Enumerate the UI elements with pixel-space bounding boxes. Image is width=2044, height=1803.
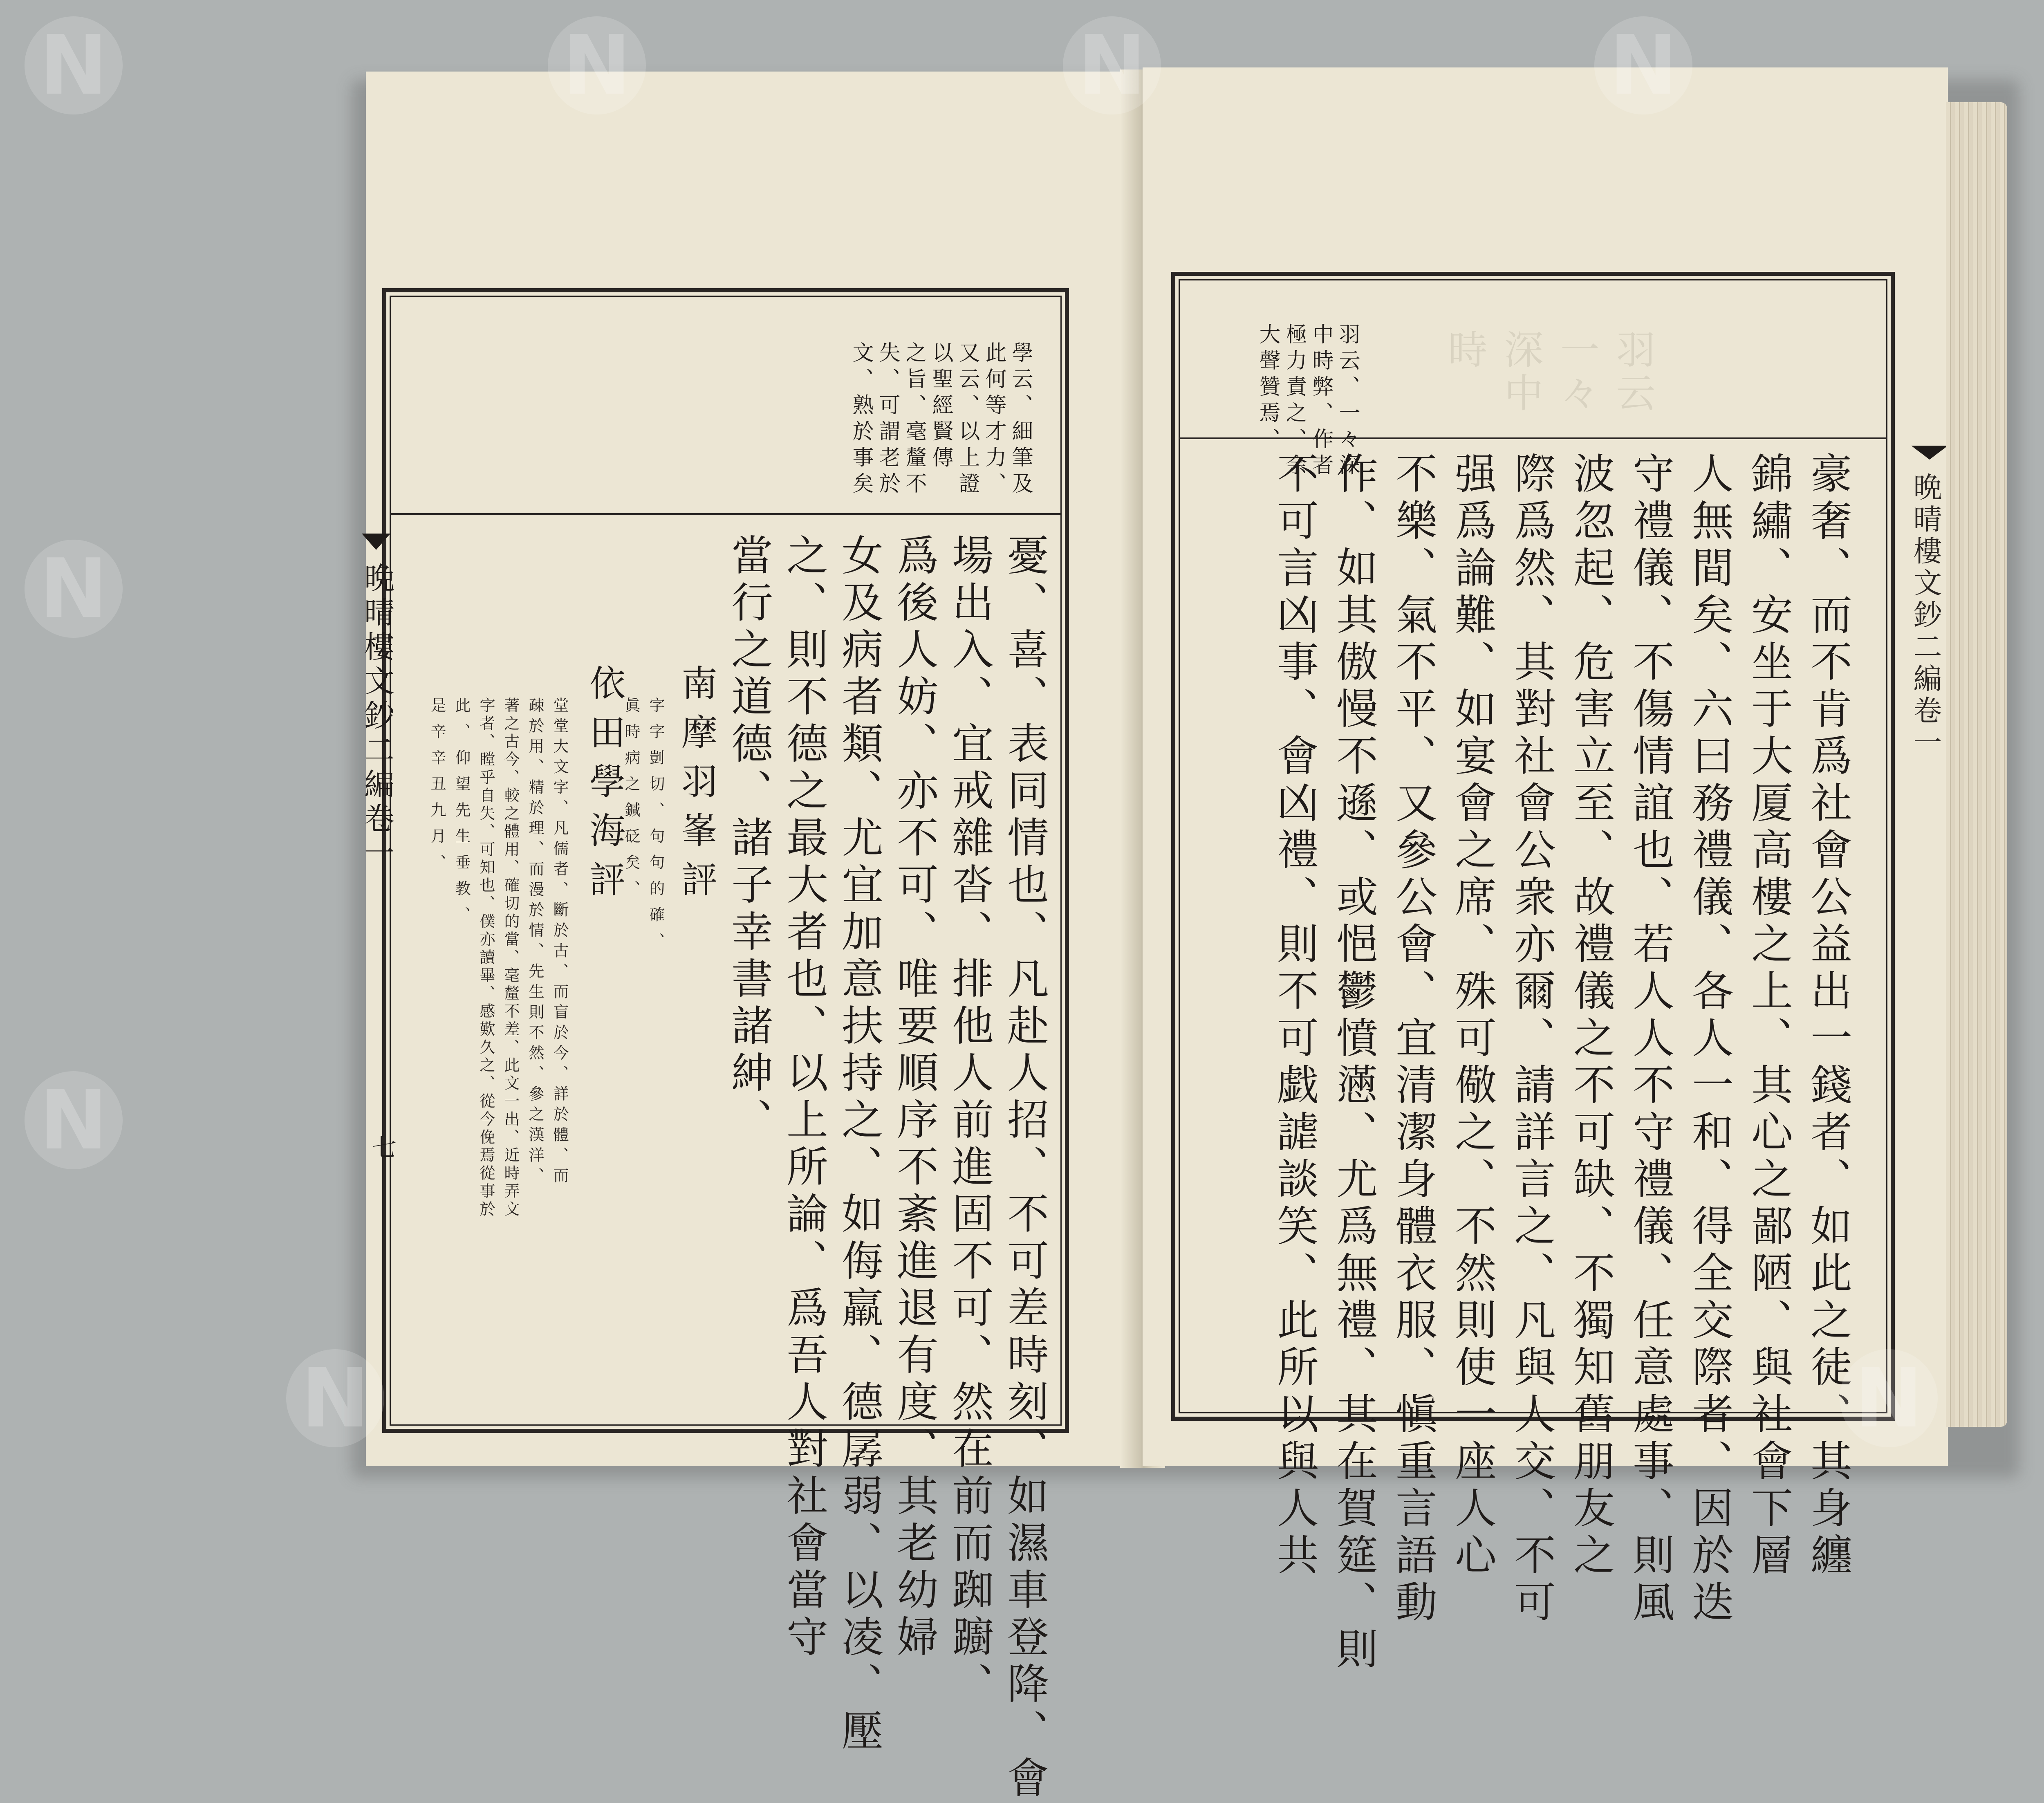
right-body-line-10: 不可言凶事、會凶禮、則不可戯謔談笑、此所以與人共 bbox=[1270, 452, 1319, 1580]
critique-comment-4: 疎於用、精於理、而漫於情、先生則不然、參之漢洋、 bbox=[526, 697, 544, 1188]
right-note-4: 大聲贊焉、 bbox=[1255, 323, 1280, 454]
critique-comment-5: 著之古今、較之體用、確切的當、毫釐不差、此文一出、近時弄文 bbox=[502, 697, 520, 1219]
edge-fishtail-ornament bbox=[1911, 446, 1948, 460]
edge-book-title: 晩晴樓文鈔二編卷一 bbox=[1909, 472, 1942, 759]
watermark-logo: N bbox=[25, 1071, 123, 1169]
critic-name-yoda: 依田學海評 bbox=[584, 664, 626, 910]
critique-comment-6: 字者、瞠乎自失、可知也、僕亦讀畢、感歎久之、從今俛焉從事於 bbox=[477, 697, 495, 1219]
watermark-logo: N bbox=[286, 1349, 384, 1447]
left-body-line-2: 場出入、宜戒雜沓、排他人前進固不可、然在前而踟躕、 bbox=[945, 534, 994, 1709]
left-note-7: 文、熟於事矣 bbox=[849, 341, 873, 498]
watermark-logo: N bbox=[548, 16, 646, 114]
left-page bbox=[359, 72, 1143, 1803]
right-body-line-7: 强爲論難、如宴會之席、殊可儆之、不然則使一座人心 bbox=[1448, 452, 1497, 1580]
left-note-1: 學云、細筆及 bbox=[1008, 341, 1033, 498]
right-body-line-5: 波忽起、危害立至、故禮儀之不可缺、不獨知舊朋友之 bbox=[1567, 452, 1615, 1580]
left-page-note-divider bbox=[390, 513, 1062, 515]
right-body-line-9: 作、如其傲慢不遜、或悒鬱憤懣、尤爲無禮、其在賀筵、則 bbox=[1329, 452, 1378, 1674]
show-through-text: 羽云一々深中時 bbox=[1442, 329, 1656, 416]
watermark-logo: N bbox=[25, 540, 123, 638]
left-note-5: 之旨、毫釐不 bbox=[902, 341, 926, 498]
right-body-line-4: 守禮儀、不傷情誼也、若人人不守禮儀、任意處事、則風 bbox=[1626, 452, 1674, 1627]
right-body-line-8: 不樂、氣不平、又參公會、宜清潔身體衣服、愼重言語動 bbox=[1389, 452, 1437, 1627]
left-note-3: 又云、以上證 bbox=[955, 341, 979, 498]
critique-comment-1: 字字剴切、句句的確、 bbox=[647, 697, 665, 959]
critique-comment-2: 眞時病之鍼砭矣、 bbox=[622, 697, 640, 906]
right-page bbox=[1143, 67, 1948, 1674]
left-body-line-4: 女及病者類、尤宜加意扶持之、如侮羸、德孱弱、以凌、壓 bbox=[835, 534, 883, 1756]
right-note-2: 中時弊、作者 bbox=[1309, 323, 1333, 480]
right-body-line-3: 人無間矣、六曰務禮儀、各人一和、得全交際者、因於迭 bbox=[1685, 452, 1734, 1627]
critique-comment-3: 堂堂大文字、凡儒者、斷於古、而盲於今、詳於體、而 bbox=[551, 697, 569, 1188]
right-body-line-2: 錦繡、安坐于大厦高樓之上、其心之鄙陋、與社會下層 bbox=[1744, 452, 1793, 1580]
watermark-logo: N bbox=[1063, 16, 1161, 114]
critic-name-nanma: 南摩羽峯評 bbox=[676, 664, 718, 910]
left-body-line-3: 爲後人妨、亦不可、唯要順序不紊進退有度、其老幼婦 bbox=[890, 534, 939, 1662]
right-body-line-6: 際爲然、其對社會公衆亦爾、請詳言之、凡與人交、不可 bbox=[1507, 452, 1556, 1627]
left-note-6: 失、可謂老於 bbox=[875, 341, 900, 498]
watermark-logo: N bbox=[1840, 1349, 1938, 1447]
page-stack-edge bbox=[1946, 102, 2007, 1427]
folio-number: 七 bbox=[368, 1135, 397, 1159]
left-body-line-6: 當行之道德、諸子幸書諸紳、 bbox=[724, 534, 773, 1145]
critique-comment-8: 是辛辛丑九月、 bbox=[428, 697, 446, 880]
left-note-2: 此何等才力、 bbox=[982, 341, 1006, 498]
left-body-line-1: 憂、喜、表同情也、凡赴人招、不可差時刻、如濕車登降、會 bbox=[1000, 534, 1049, 1803]
right-body-line-1: 豪奢、而不肯爲社會公益出一錢者、如此之徒、其身纏 bbox=[1804, 452, 1852, 1580]
watermark-logo: N bbox=[1594, 16, 1692, 114]
margin-book-title: 晩晴樓文鈔二編卷一 bbox=[359, 562, 394, 871]
left-note-4: 以聖經賢傳 bbox=[928, 341, 953, 472]
watermark-logo: N bbox=[25, 16, 123, 114]
right-note-1: 羽云、一々深 bbox=[1335, 323, 1360, 480]
left-body-line-5: 之、則不德之最大者也、以上所論、爲吾人對社會當守 bbox=[780, 534, 828, 1662]
right-note-3: 極力責之、余 bbox=[1282, 323, 1307, 480]
critique-comment-7: 此、仰望先生垂教、 bbox=[453, 697, 471, 933]
